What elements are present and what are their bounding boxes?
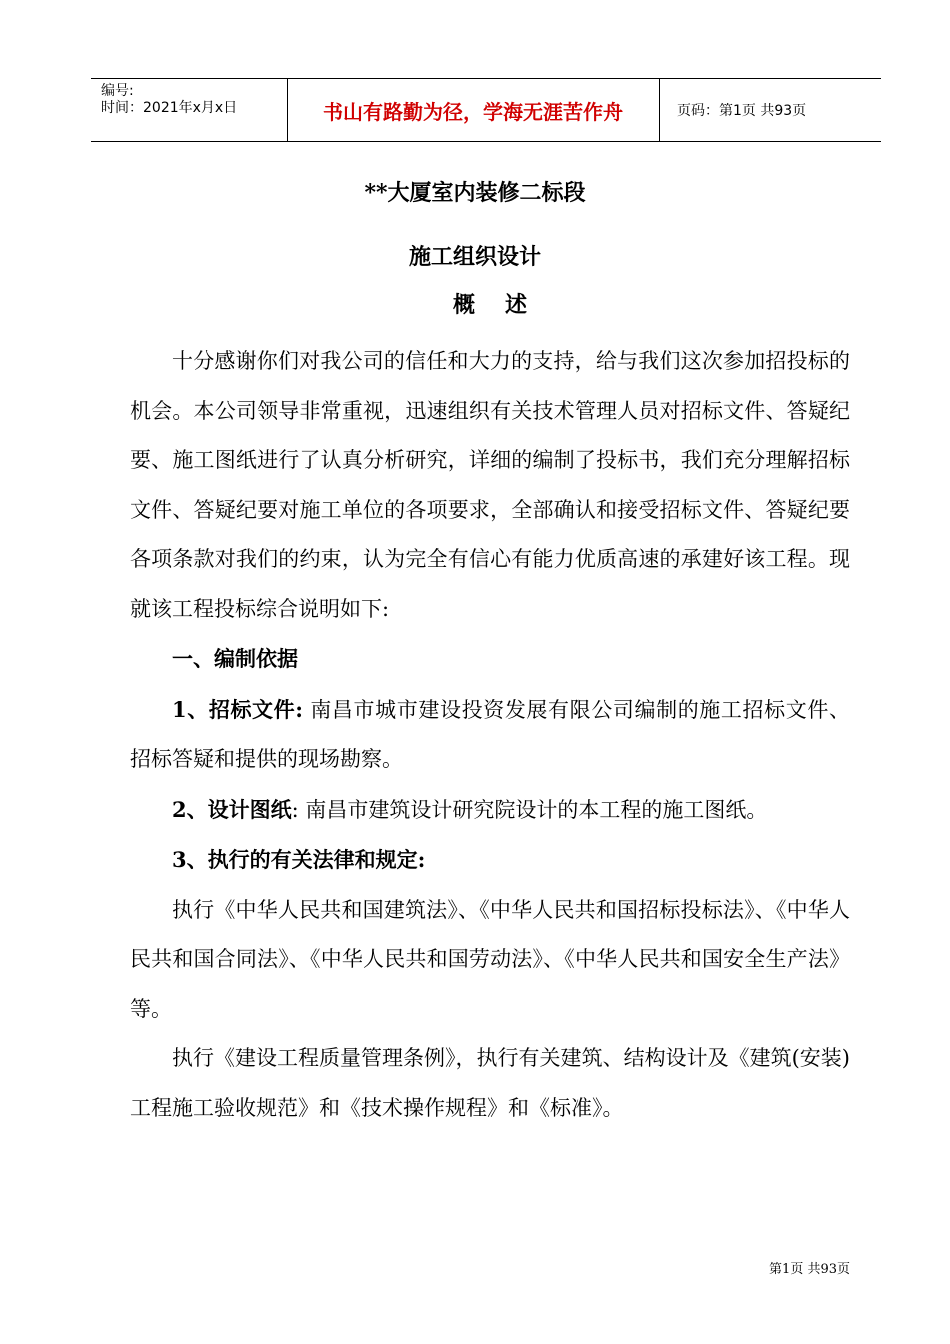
section-heading-text: 一、编制依据 [172,646,298,671]
intro-paragraph: 十分感谢你们对我公司的信任和大力的支持，给与我们这次参加招投标的机会。本公司领导非常重视，迅速组织有关技术管理人员对招标文件、答疑纪要、施工图纸进行了认真分析研究，详细的编制了投标书，我们充分理解招标文件、答疑纪要对施工单位的各项要求，全部确认和接受招标文件、答疑纪要各项条款对我们的约束，认为完全有信心有能力优质高速的承建好该工程。现就该工程投标综合说明如下: [130,349,850,621]
doc-time-label: 时间：2021年x月x日 [101,100,238,116]
basis-item-2-label: 2、设计图纸 [172,796,292,822]
basis-item-1-text: 南昌市城市建设投资发展有限公司编制的施工招标文件、招标答疑和提供的现场勘察。 [130,697,850,771]
document-body [130,337,850,1133]
page-footer: 第1页 共93页 [769,1262,850,1277]
header-motto: 书山有路勤为径，学海无涯苦作舟 [323,99,623,124]
basis-item-1-label: 1、招标文件: [172,696,304,722]
regulations-paragraph: 执行《建设工程质量管理条例》，执行有关建筑、结构设计及《建筑(安装)工程施工验收规范》和《技术操作规程》和《标准》。 [130,1046,850,1120]
header-meta [101,83,237,117]
header-divider [659,79,660,141]
basis-item-2 [130,785,850,836]
basis-item-1 [130,685,850,785]
laws-paragraph: 执行《中华人民共和国建筑法》、《中华人民共和国招标投标法》、《中华人民共和国合同法》、《中华人民共和国劳动法》、《中华人民共和国安全生产法》 等。 [130,897,850,1021]
doc-title: **大厦室内装修二标段 [364,180,586,206]
page-header [91,78,881,142]
basis-item-3 [130,835,850,886]
doc-subtitle: 施工组织设计 [408,244,541,270]
basis-item-2-text: : 南昌市建筑设计研究院设计的本工程的施工图纸。 [291,797,768,822]
basis-item-3-label: 3、执行的有关法律和规定: [172,847,426,872]
section-heading-overview: 概述 [452,292,557,318]
section-heading [130,634,850,685]
doc-number-label: 编号: [101,83,134,99]
header-page-label: 页码：第1页 共93页 [677,103,807,119]
